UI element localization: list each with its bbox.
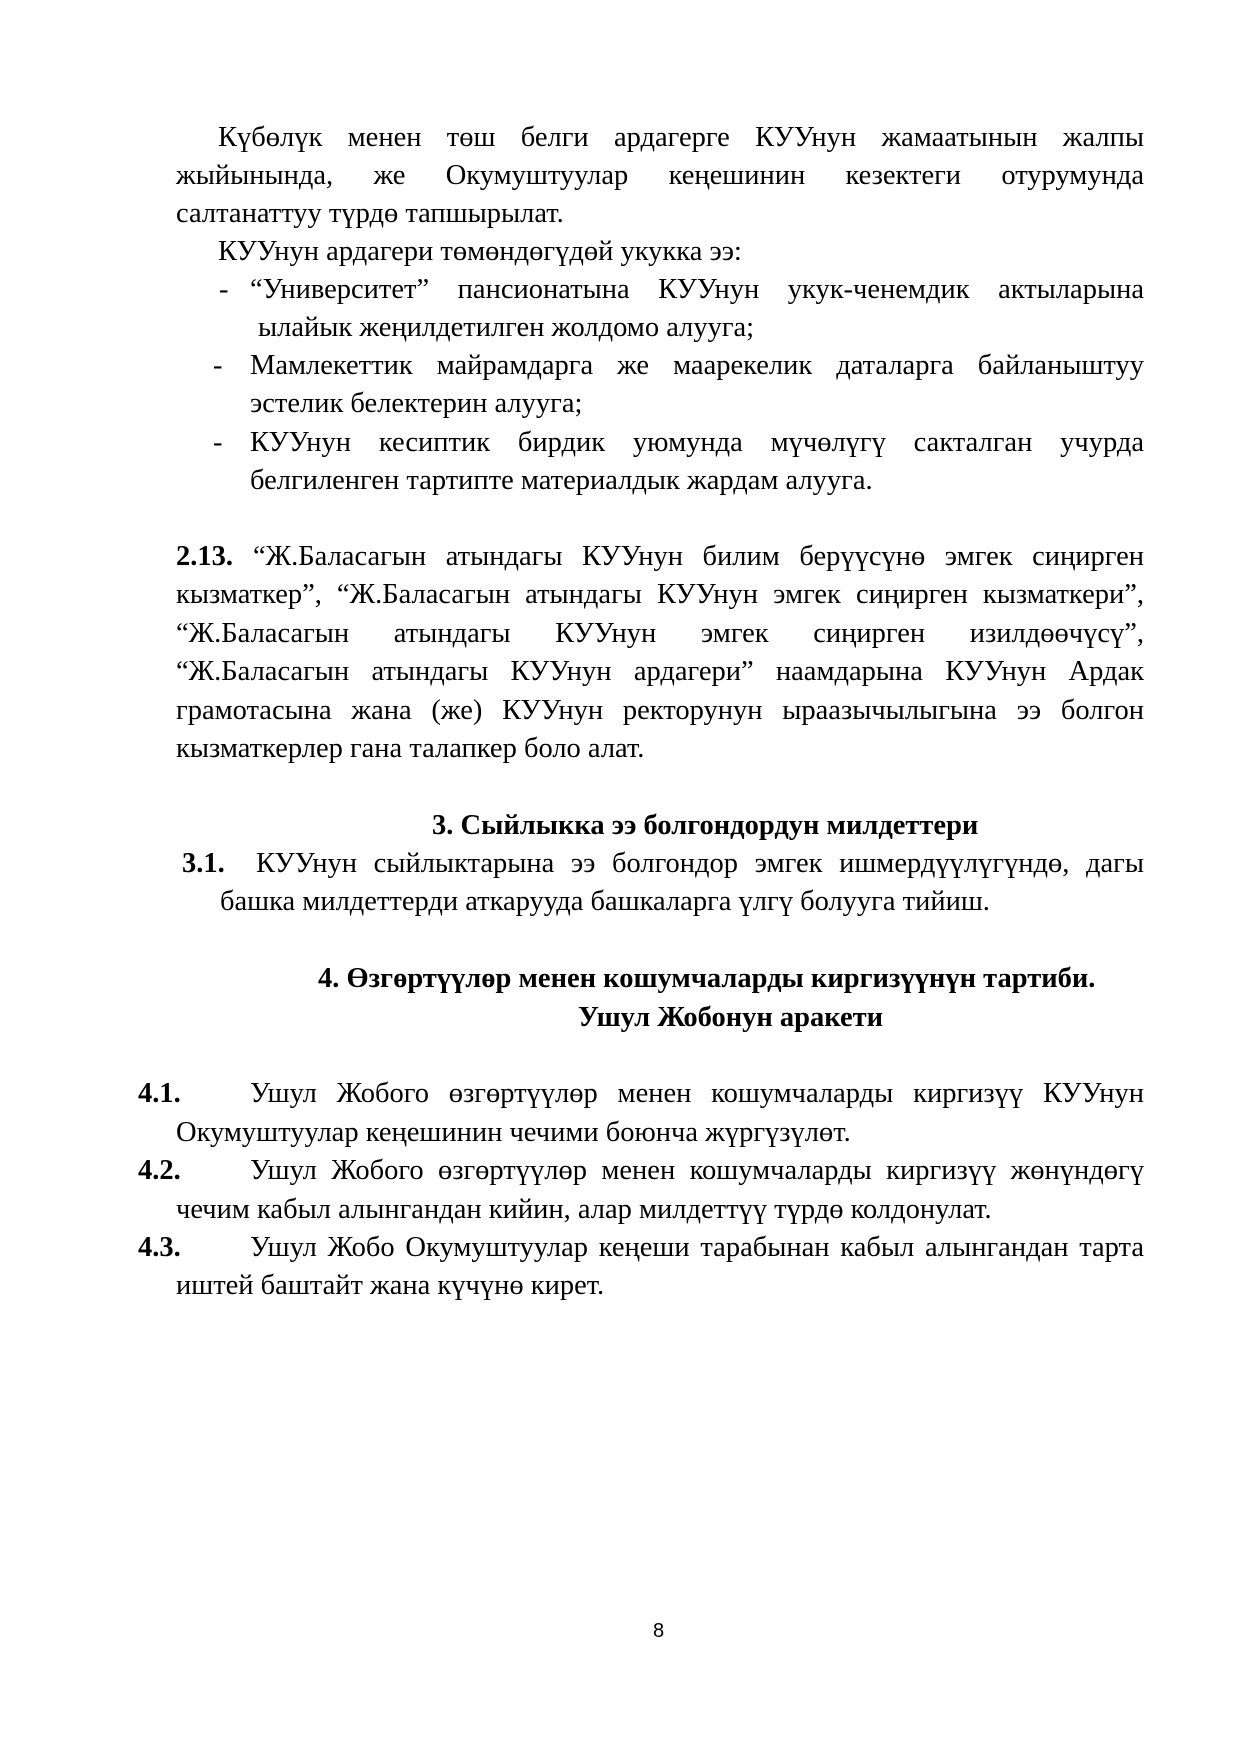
clause-2-13-line-5: грамотасына жана (же) КУУнун ректорунун ыраазычылыгына ээ болгон <box>176 695 1144 726</box>
clause-number: 4.1. <box>138 1078 181 1109</box>
section-4-heading: 4. Өзгөртүүлөр менен кошумчаларды киргизүүнүн тартиби. <box>318 963 1096 994</box>
intro-line-3: салтанаттуу түрдө тапшырылат. <box>176 198 564 229</box>
clause-4-3-line-1: Ушул Жобо Окумуштуулар кеңеши тарабынан кабыл алынгандан тарта <box>250 1232 1144 1263</box>
section-4-subheading: Ушул Жобонун аракети <box>578 1002 884 1033</box>
bullet-3-line-2: белгиленген тартипте материалдык жардам алууга. <box>250 465 873 496</box>
bullet-2-line-2: эстелик белектерин алууга; <box>250 388 583 419</box>
bullet-dash: - <box>213 427 223 458</box>
clause-2-13-line-6: кызматкерлер гана талапкер боло алат. <box>176 733 645 764</box>
intro-line-1: Күбөлүк менен төш белги ардагерге КУУнун жамаатынын жалпы <box>218 122 1144 153</box>
intro-line-2: жыйынында, же Окумуштуулар кеңешинин кезектеги отурумунда <box>176 160 1144 191</box>
clause-2-13-line-4: “Ж.Баласагын атындагы КУУнун ардагери” наамдарына КУУнун Ардак <box>176 656 1144 687</box>
clause-4-2-line-1: Ушул Жобого өзгөртүүлөр менен кошумчаларды киргизүү жөнүндөгү <box>250 1155 1144 1186</box>
clause-4-2-line-2: чечим кабыл алынгандан кийин, алар милдеттүү түрдө колдонулат. <box>176 1194 992 1225</box>
clause-4-1-line-2: Окумуштуулар кеңешинин чечими боюнча жүргүзүлөт. <box>176 1117 851 1148</box>
clause-2-13-line-1: “Ж.Баласагын атындагы КУУнун билим берүүсүнө эмгек сиңирген <box>253 541 1144 572</box>
bullet-2-line-1: Мамлекеттик майрамдарга же маарекелик даталарга байланыштуу <box>250 350 1144 381</box>
bullet-dash: - <box>219 274 229 305</box>
section-3-heading: 3. Сыйлыкка ээ болгондордун милдеттери <box>432 810 979 841</box>
bullet-1-line-1: “Университет” пансионатына КУУнун укук-ченемдик актыларына <box>250 274 1144 305</box>
veteran-rights-intro: КУУнун ардагери төмөндөгүдөй укукка ээ: <box>218 236 742 267</box>
clause-number: 2.13. <box>176 541 233 572</box>
bullet-1-line-2: ылайык жеңилдетилген жолдомо алууга; <box>258 312 755 343</box>
clause-2-13-line-2: кызматкер”, “Ж.Баласагын атындагы КУУнун эмгек сиңирген кызматкери”, <box>176 579 1144 610</box>
clause-4-1-line-1: Ушул Жобого өзгөртүүлөр менен кошумчаларды киргизүү КУУнун <box>250 1078 1144 1109</box>
clause-3-1-line-1: КУУнун сыйлыктарына ээ болгондор эмгек ишмердүүлүгүндө, дагы <box>256 848 1144 879</box>
bullet-3-line-1: КУУнун кесиптик бирдик уюмунда мүчөлүгү сакталган учурда <box>250 427 1144 458</box>
clause-number: 4.3. <box>138 1232 181 1263</box>
clause-3-1-line-2: башка милдеттерди аткарууда башкаларга үлгү болууга тийиш. <box>220 886 990 917</box>
clause-2-13-line-3: “Ж.Баласагын атындагы КУУнун эмгек сиңирген изилдөөчүсү”, <box>176 618 1144 649</box>
bullet-dash: - <box>213 350 223 381</box>
clause-number: 4.2. <box>138 1155 181 1186</box>
clause-4-3-line-2: иштей баштайт жана күчүнө кирет. <box>176 1270 605 1301</box>
page-number: 8 <box>653 1620 665 1642</box>
clause-number: 3.1. <box>182 848 225 879</box>
